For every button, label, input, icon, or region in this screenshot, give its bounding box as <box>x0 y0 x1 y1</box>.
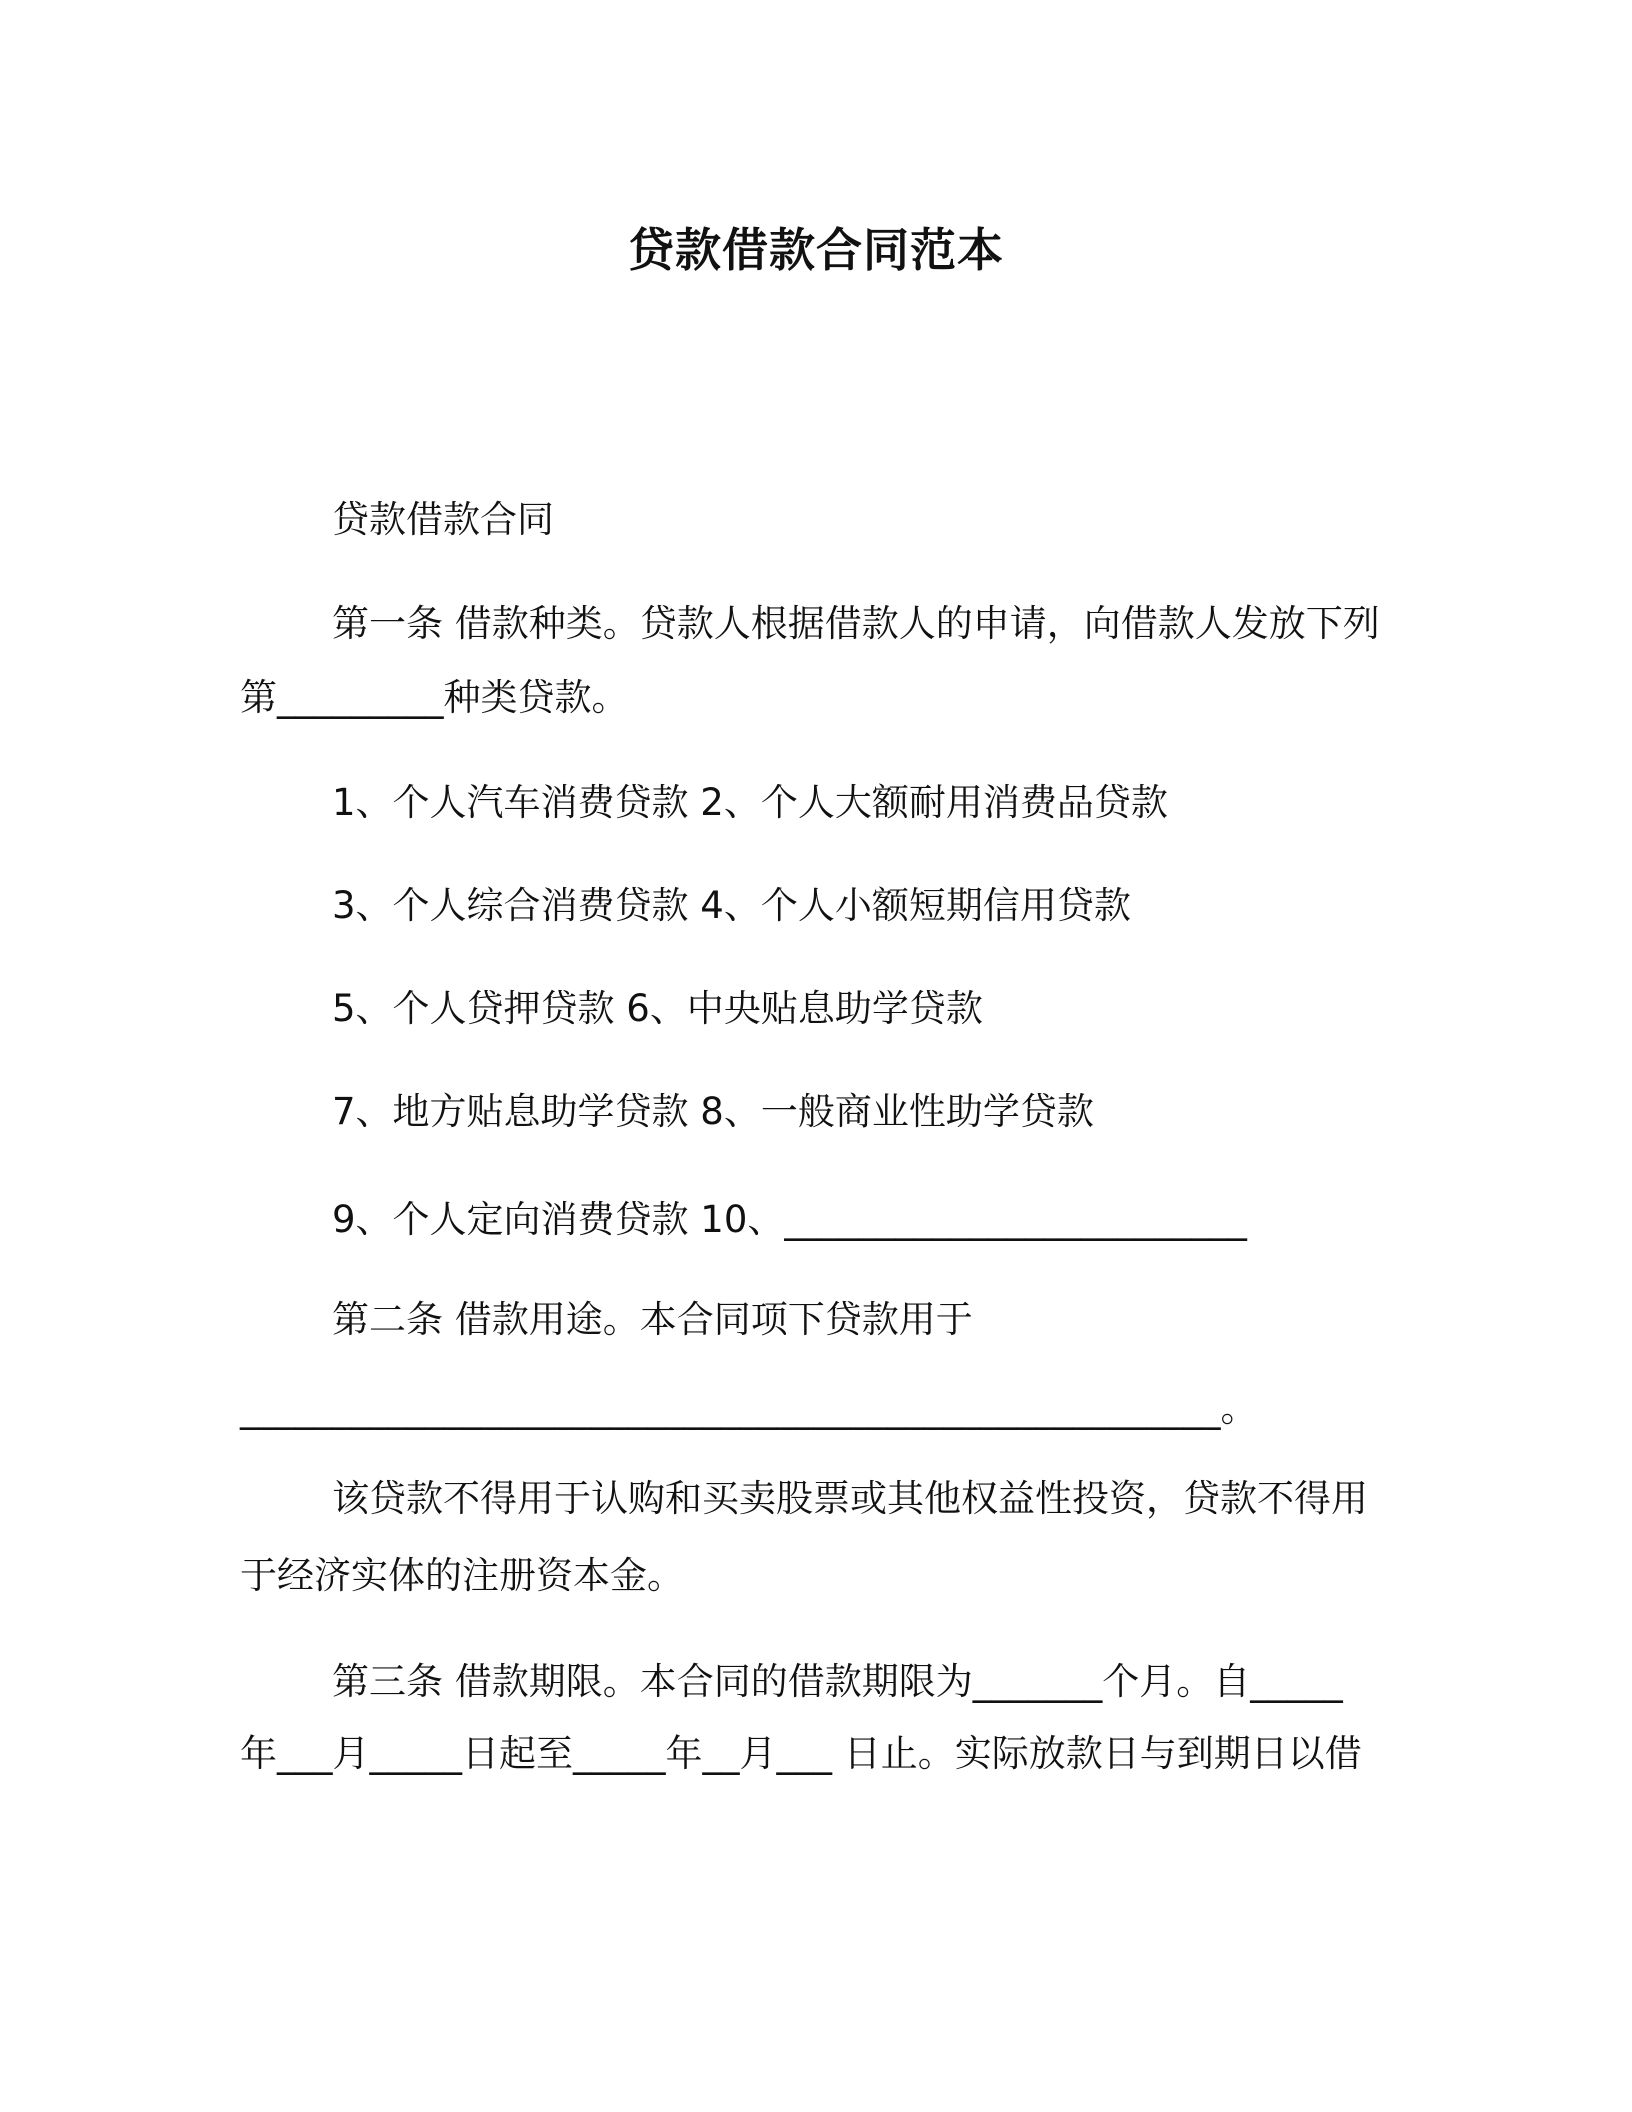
article-3-line-2: 年___月_____日起至_____年__月___ 日止。实际放款日与到期日以借 <box>240 1732 1362 1775</box>
loan-type-item-7-8: 7、地方贴息助学贷款 8、一般商业性助学贷款 <box>332 1090 1094 1133</box>
article-1-line-2: 第_________种类贷款。 <box>240 676 629 719</box>
loan-type-item-3-4: 3、个人综合消费贷款 4、个人小额短期信用贷款 <box>332 884 1131 927</box>
contract-heading: 贷款借款合同 <box>332 498 554 541</box>
usage-restriction-line-1: 该贷款不得用于认购和买卖股票或其他权益性投资，贷款不得用 <box>332 1477 1368 1520</box>
article-3-line-1: 第三条 借款期限。本合同的借款期限为_______个月。自_____ <box>332 1660 1343 1703</box>
loan-type-item-9-10: 9、个人定向消费贷款 10、_________________________ <box>332 1198 1247 1241</box>
loan-type-item-1-2: 1、个人汽车消费贷款 2、个人大额耐用消费品贷款 <box>332 781 1168 824</box>
usage-restriction-line-2: 于经济实体的注册资本金。 <box>240 1554 684 1597</box>
document-title: 贷款借款合同范本 <box>628 223 1004 277</box>
article-2-line-1: 第二条 借款用途。本合同项下贷款用于 <box>332 1298 973 1341</box>
loan-type-item-5-6: 5、个人贷押贷款 6、中央贴息助学贷款 <box>332 987 983 1030</box>
article-2-line-2: _____________________________________________________。 <box>240 1387 1258 1430</box>
article-1-line-1: 第一条 借款种类。贷款人根据借款人的申请，向借款人发放下列 <box>332 602 1380 645</box>
